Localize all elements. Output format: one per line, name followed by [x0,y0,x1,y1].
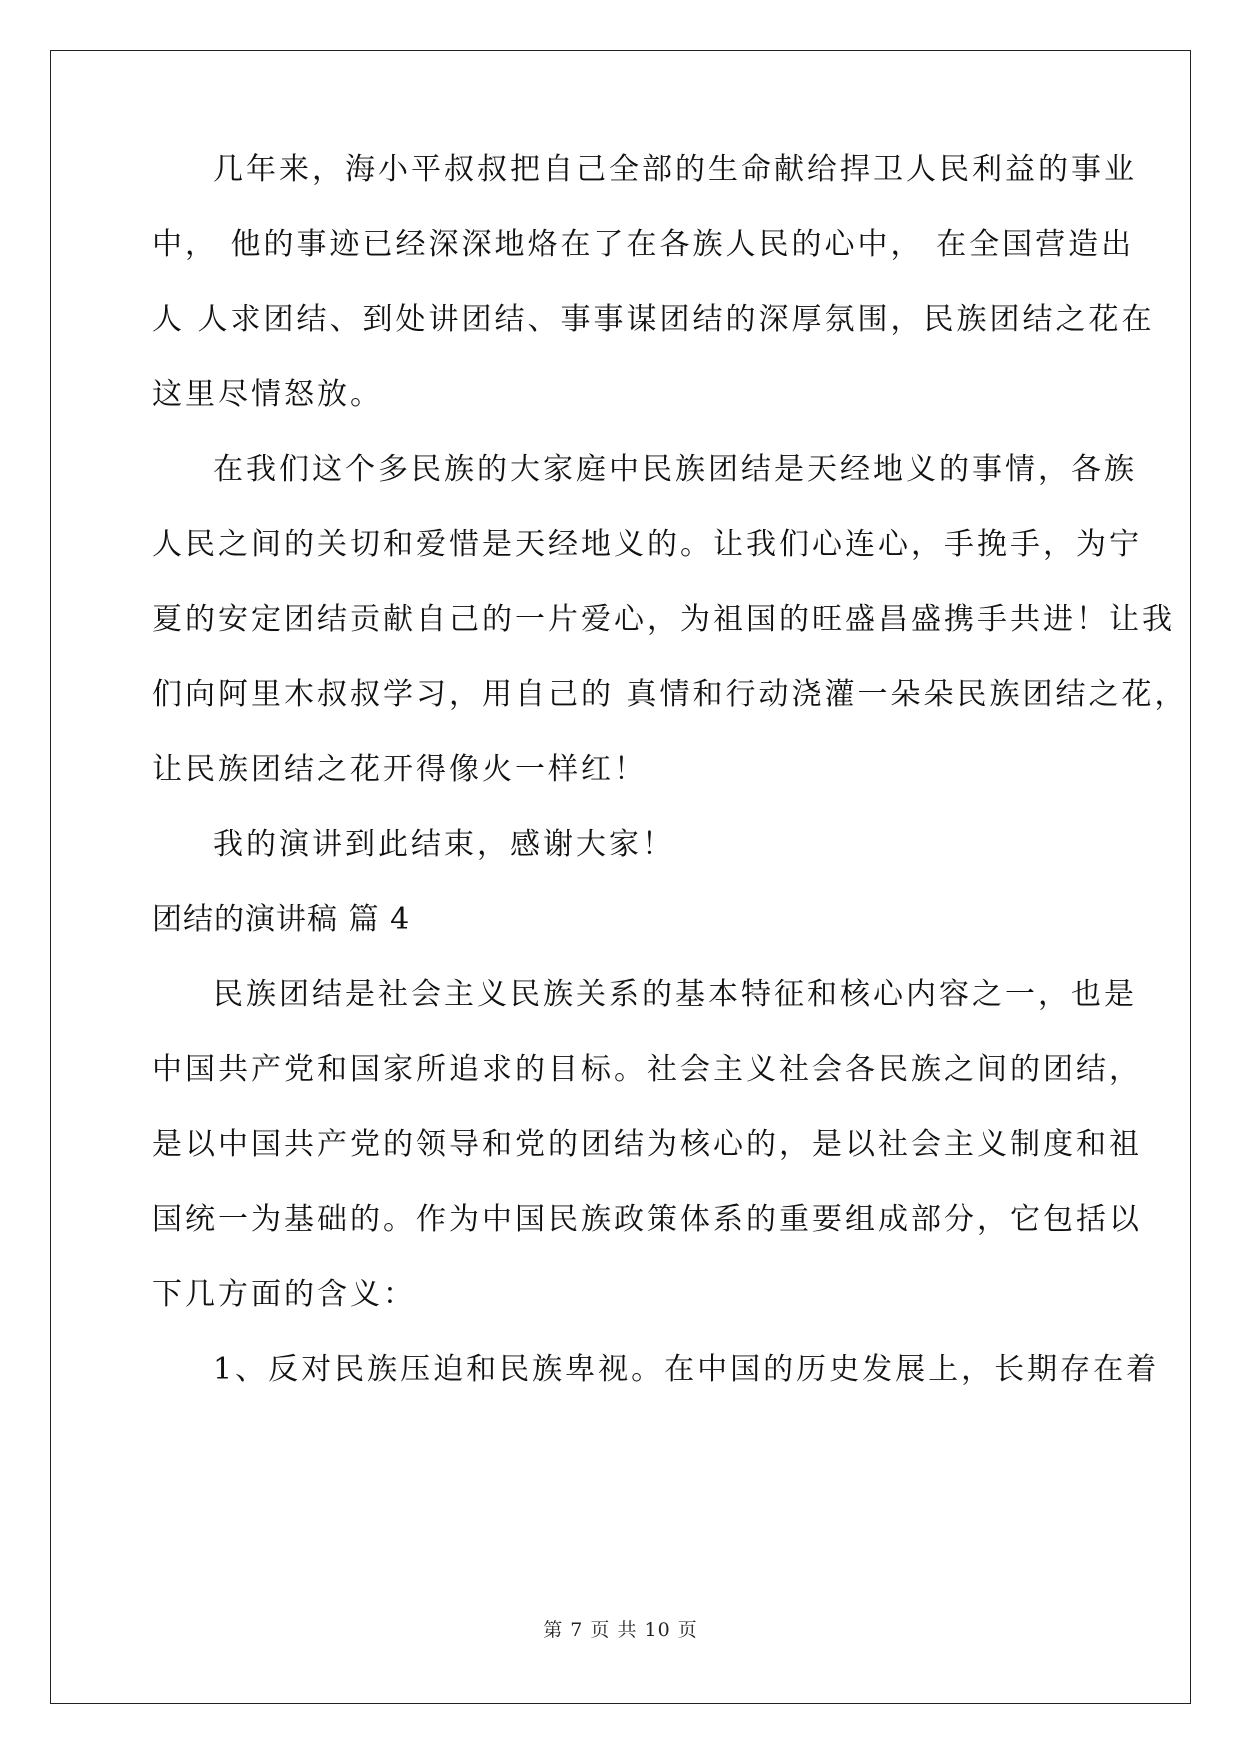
paragraph-line: 下几方面的含义： [152,1277,416,1312]
section-heading: 团结的演讲稿 篇 4 [152,902,411,937]
paragraph-line: 人 人求团结、到处讲团结、事事谋团结的深厚氛围，民族团结之花在 [152,302,1155,337]
paragraph-line: 中， 他的事迹已经深深地烙在了在各族人民的心中， 在全国营造出 [152,227,1135,262]
paragraph-line: 们向阿里木叔叔学习，用自己的 真情和行动浇灌一朵朵民族团结之花， [152,677,1188,712]
paragraph-line: 民族团结是社会主义民族关系的基本特征和核心内容之一，也是 [213,977,1137,1012]
paragraph-line: 1、反对民族压迫和民族卑视。在中国的历史发展上，长期存在着 [213,1352,1160,1387]
paragraph-line: 中国共产党和国家所追求的目标。社会主义社会各民族之间的团结， [152,1052,1142,1087]
page-number-footer: 第 7 页 共 10 页 [543,1619,698,1641]
paragraph-line: 夏的安定团结贡献自己的一片爱心，为祖国的旺盛昌盛携手共进！让我 [152,602,1175,637]
page-border [50,50,1191,1704]
paragraph-line: 人民之间的关切和爱惜是天经地义的。让我们心连心，手挽手，为宁 [152,527,1142,562]
paragraph-line: 这里尽情怒放。 [152,377,383,412]
paragraph-line: 国统一为基础的。作为中国民族政策体系的重要组成部分，它包括以 [152,1202,1142,1237]
paragraph-line: 让民族团结之花开得像火一样红！ [152,752,647,787]
paragraph-line: 在我们这个多民族的大家庭中民族团结是天经地义的事情，各族 [213,452,1137,487]
paragraph-line: 几年来，海小平叔叔把自己全部的生命献给捍卫人民利益的事业 [213,152,1137,187]
paragraph-line: 是以中国共产党的领导和党的团结为核心的，是以社会主义制度和祖 [152,1127,1142,1162]
paragraph-line: 我的演讲到此结束，感谢大家！ [213,827,675,862]
